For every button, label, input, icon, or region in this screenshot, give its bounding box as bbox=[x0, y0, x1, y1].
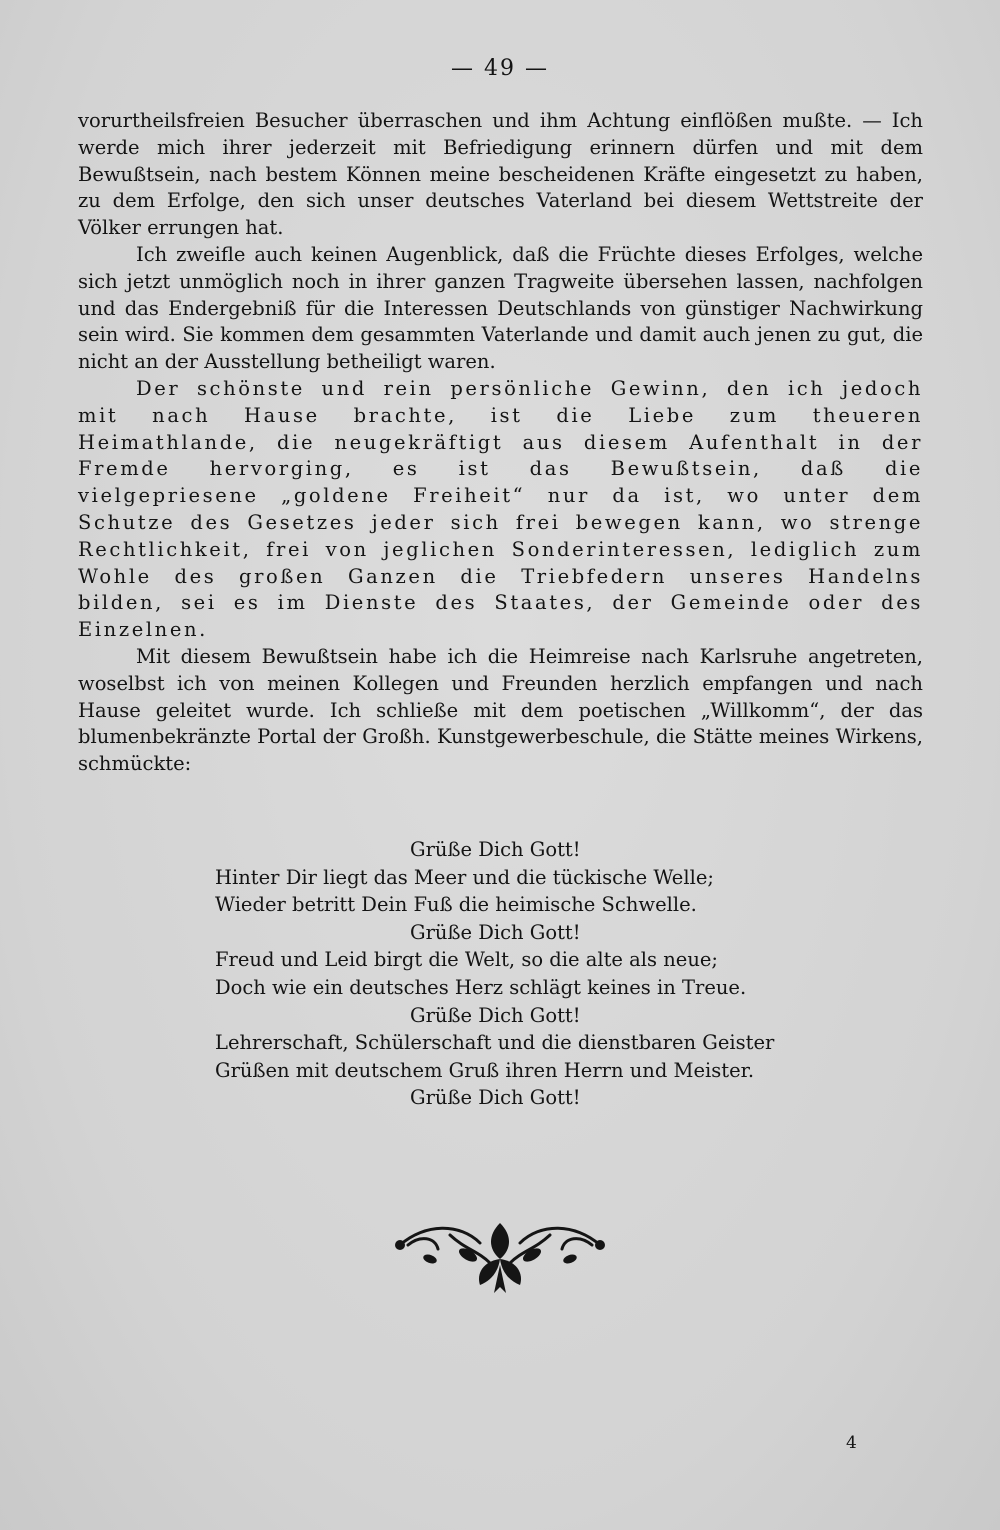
poem-line-2: Hinter Dir liegt das Meer und die tückische Welle; bbox=[215, 865, 714, 889]
poem-line-4: Grüße Dich Gott! bbox=[410, 920, 581, 944]
poem-line-10: Grüße Dich Gott! bbox=[410, 1086, 581, 1110]
paragraph-2: Ich zweifle auch keinen Augenblick, daß die Früchte dieses Erfolges, welche sich jetzt unmöglich noch in ihrer ganzen Tragweite übersehen lassen, nachfolgen und das Endergebniß für die Interessen Deutschlands von günstiger Nachwirkung sein wird. Sie kommen dem gesammten Vaterlande und damit auch jenen zu gut, die nicht an der Ausstellung betheiligt waren. bbox=[78, 242, 923, 374]
poem-line-8: Lehrerschaft, Schülerschaft und die dienstbaren Geister bbox=[215, 1031, 775, 1055]
paragraph-1: vorurtheilsfreien Besucher überraschen und ihm Achtung einflößen mußte. — Ich werde mich ihrer jederzeit mit Befriedigung erinnern dürfen und mit dem Bewußtsein, nach bestem Können meine bescheidenen Kräfte eingesetzt zu haben, zu dem Erfolge, den sich unser deutsches Vaterland bei diesem Wettstreite der Völker errungen hat. bbox=[78, 109, 923, 240]
poem-line-6: Doch wie ein deutsches Herz schlägt keines in Treue. bbox=[215, 975, 747, 999]
poem-line-9: Grüßen mit deutschem Gruß ihren Herrn und Meister. bbox=[215, 1058, 755, 1082]
paragraph-4: Mit diesem Bewußtsein habe ich die Heimreise nach Karlsruhe angetreten, woselbst ich von meinen Kollegen und Freunden herzlich empfangen und nach Hause geleitet wurde. Ich schließe mit dem poetischen „Willkomm“, der das blumenbekränzte Portal der Großh. Kunstgewerbeschule, die Stätte meines Wirkens, schmückte: bbox=[78, 644, 923, 776]
poem-line-1: Grüße Dich Gott! bbox=[410, 838, 581, 861]
poem bbox=[215, 836, 815, 1112]
page-number: — 49 — bbox=[451, 56, 549, 81]
body-text bbox=[78, 108, 923, 778]
poem-line-7: Grüße Dich Gott! bbox=[410, 1003, 581, 1027]
floral-ornament-icon bbox=[390, 1215, 610, 1295]
paragraph-3: Der schönste und rein persönliche Gewinn, den ich jedoch mit nach Hause brachte, ist die Liebe zum theueren Heimathlande, die neugekräftigt aus diesem Aufenthalt in der Fremde hervorging, es ist das Bewußtsein, daß die vielgepriesene „goldene Freiheit“ nur da ist, wo unter dem Schutze des Gesetzes jeder sich frei bewegen kann, wo strenge Rechtlichkeit, frei von jeglichen Sonderinteressen, lediglich zum Wohle des großen Ganzen die Triebfedern unseres Handelns bilden, sei es im Dienste des Staates, der Gemeinde oder des Einzelnen. bbox=[78, 376, 923, 642]
poem-line-5: Freud und Leid birgt die Welt, so die alte als neue; bbox=[215, 948, 718, 972]
signature-mark: 4 bbox=[846, 1433, 857, 1453]
poem-line-3: Wieder betritt Dein Fuß die heimische Schwelle. bbox=[215, 893, 697, 917]
